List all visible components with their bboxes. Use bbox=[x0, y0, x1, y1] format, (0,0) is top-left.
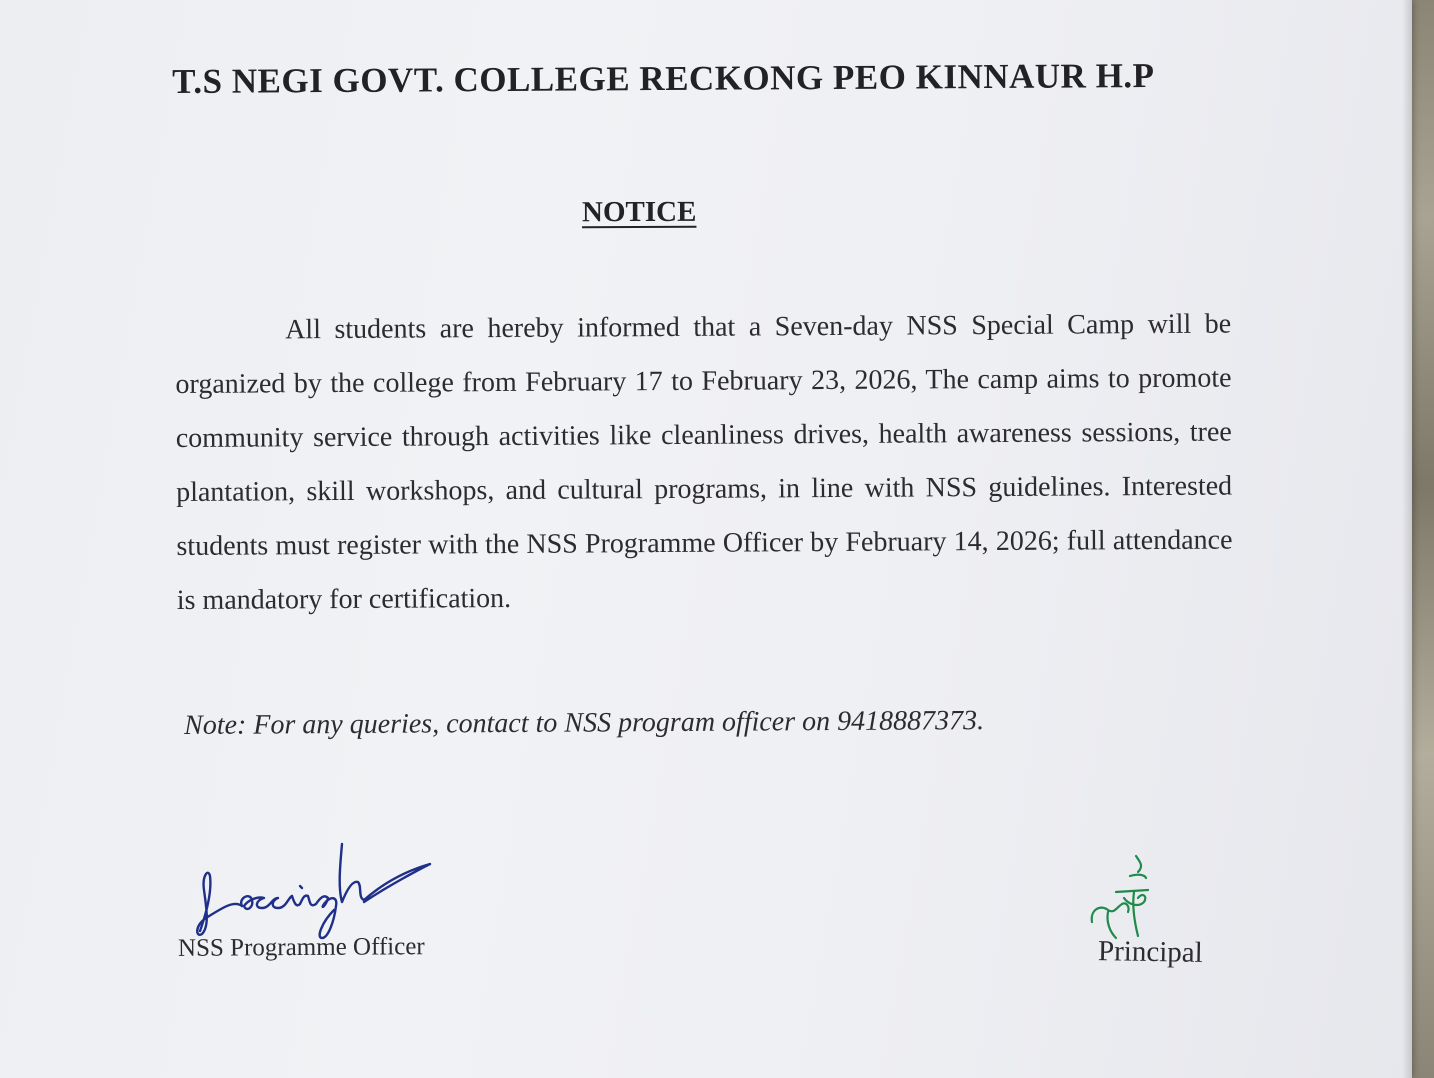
officer-signature bbox=[192, 826, 442, 946]
principal-label: Principal bbox=[1097, 935, 1203, 969]
notice-heading: NOTICE bbox=[581, 195, 697, 229]
officer-label: NSS Programme Officer bbox=[177, 933, 425, 962]
paper-edge-shadow bbox=[1402, 0, 1412, 1078]
college-title: T.S NEGI GOVT. COLLEGE RECKONG PEO KINNAUR H.P bbox=[172, 55, 1155, 101]
principal-signature bbox=[1086, 852, 1166, 944]
contact-note: Note: For any queries, contact to NSS program officer on 9418887373. bbox=[184, 705, 985, 741]
notice-body: All students are hereby informed that a Seven-day NSS Special Camp will be organized by the college from February 17 to February 23, 2026, The camp aims to promote community service through activities like cleanliness drives, health awareness sessions, tree plantation, skill workshops, and cultural programs, in line with NSS guidelines. Interested students must register with the NSS Programme Officer by February 14, 2026; full attendance is mandatory for certification. bbox=[175, 308, 1233, 616]
